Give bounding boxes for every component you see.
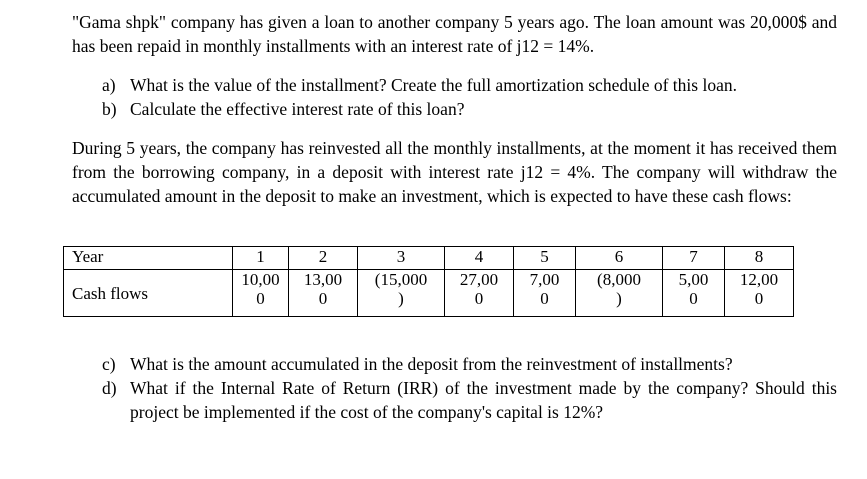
intro-paragraph: "Gama shpk" company has given a loan to another company 5 years ago. The loan amount was 20,000$ and has been repaid in monthly installments with an interest rate of j12 = 14%. bbox=[72, 12, 837, 56]
cash-flow-header: Cash flows bbox=[64, 270, 233, 317]
cash-flow-cell: (8,000 ) bbox=[576, 270, 663, 317]
question-label: a) bbox=[102, 75, 116, 95]
questions-bottom bbox=[102, 352, 837, 424]
year-cell: 2 bbox=[289, 247, 358, 270]
cash-flow-table bbox=[63, 246, 794, 317]
year-cell: 6 bbox=[576, 247, 663, 270]
year-cell: 7 bbox=[663, 247, 725, 270]
question-b bbox=[102, 97, 837, 121]
question-a bbox=[102, 73, 837, 97]
reinvest-paragraph: During 5 years, the company has reinvested all the monthly installments, at the moment it has received them from the borrowing company, in a deposit with interest rate j12 = 4%. The company will withdraw the accumulated amount in the deposit to make an investment, which is expected to have these cash flows: bbox=[72, 138, 837, 206]
year-cell: 3 bbox=[358, 247, 445, 270]
question-text: What is the value of the installment? Create the full amortization schedule of this loan. bbox=[130, 75, 737, 95]
cash-flow-cell: (15,000 ) bbox=[358, 270, 445, 317]
question-text: What if the Internal Rate of Return (IRR) of the investment made by the company? Should this project be implemented if the cost of the company's capital is 12%? bbox=[130, 378, 837, 422]
year-header: Year bbox=[64, 247, 233, 270]
cash-flow-row bbox=[64, 270, 794, 317]
question-label: d) bbox=[102, 378, 117, 398]
year-row bbox=[64, 247, 794, 270]
question-label: c) bbox=[102, 354, 116, 374]
cash-flow-cell: 12,00 0 bbox=[725, 270, 794, 317]
year-cell: 5 bbox=[514, 247, 576, 270]
cash-flow-cell: 10,00 0 bbox=[233, 270, 289, 317]
year-cell: 4 bbox=[445, 247, 514, 270]
question-text: What is the amount accumulated in the deposit from the reinvestment of installments? bbox=[130, 354, 733, 374]
question-c bbox=[102, 352, 837, 376]
question-label: b) bbox=[102, 99, 117, 119]
question-text: Calculate the effective interest rate of this loan? bbox=[130, 99, 465, 119]
questions-top bbox=[102, 73, 837, 121]
year-cell: 1 bbox=[233, 247, 289, 270]
cash-flow-cell: 7,00 0 bbox=[514, 270, 576, 317]
cash-flow-cell: 5,00 0 bbox=[663, 270, 725, 317]
cash-flow-cell: 27,00 0 bbox=[445, 270, 514, 317]
year-cell: 8 bbox=[725, 247, 794, 270]
cash-flow-cell: 13,00 0 bbox=[289, 270, 358, 317]
question-d bbox=[102, 376, 837, 424]
